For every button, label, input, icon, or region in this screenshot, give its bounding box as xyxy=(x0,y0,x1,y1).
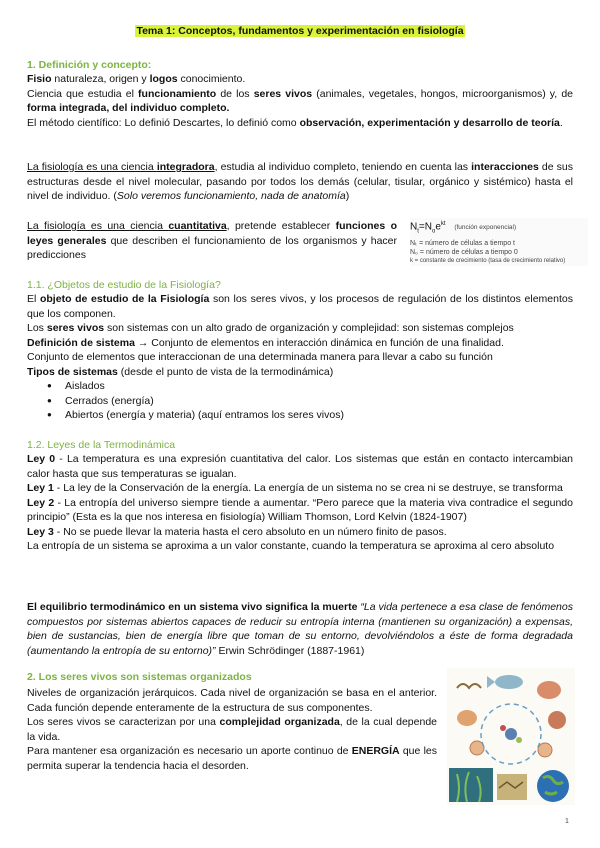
etymology-line: Fisio naturaleza, origen y logos conocimiento. xyxy=(27,73,246,85)
law-2: Ley 2 - La entropía del universo siempre tiende a aumentar. “Pero parece que la materia viva contradice el segundo principio” (Esta es la que nos interesa en fisiología) William Thomson, Lord Kelvin (1824-1907) xyxy=(27,496,573,523)
section-1-2-body xyxy=(27,452,573,554)
section-1-1-body: El objeto de estudio de la Fisiología son los seres vivos, y los procesos de regulación de los distintos elementos que los componen. Los seres vivos son sistemas con un alto grado de organización y complejidad: son sistemas complejos Definición de sistema → Conjunto de elementos en interacción dinámica en función de una finalidad. Conjunto de elementos que interaccionan de una determinada manera para llevar a cabo su función Tipos de sistemas (desde el punto de vista de la termodinámica) ● Aislados ● Cerrados (energía) ● Abiertos (energía y materia) (aquí entramos los seres vivos) xyxy=(27,292,573,423)
definition-paragraph: Ciencia que estudia el funcionamiento de los seres vivos (animales, vegetales, hongos, microorganismos) y, de forma integrada, del individuo completo. xyxy=(27,87,573,114)
section-2-heading: 2. Los seres vivos son sistemas organizados xyxy=(27,671,252,683)
formula-legend: Nₜ = número de células a tiempo t N₀ = número de células a tiempo 0 k = constante de crecimiento (tasa de crecimiento relativo) xyxy=(410,240,566,265)
list-item: ● Cerrados (energía) xyxy=(27,394,573,409)
quantitative-paragraph: La fisiología es una ciencia cuantitativa, pretende establecer funciones o leyes generales que describen el funcionamiento de los organismos y hacer predicciones xyxy=(27,220,398,261)
page-number: 1 xyxy=(565,818,569,825)
law-1: Ley 1 - La ley de la Conservación de la energía. La energía de un sistema no se crea ni se destruye, se transforma xyxy=(27,482,563,494)
exponential-formula-box xyxy=(410,218,588,266)
section-1-intro xyxy=(27,72,573,130)
list-item: ● Abiertos (energía y materia) (aquí entramos los seres vivos) xyxy=(27,408,573,423)
scientific-method-paragraph: El método científico: Lo definió Descartes, lo definió como observación, experimentación y desarrollo de teoría. xyxy=(27,116,563,129)
entropy-note: La entropía de un sistema se aproxima a un valor constante, cuando la temperatura se aproxima al cero absoluto xyxy=(27,540,555,552)
section-2-body: Niveles de organización jerárquicos. Cada nivel de organización se basa en el anterior. Cada función depende enteramente de la estructura de sus componentes. Los seres vivos se caracterizan por una complejidad organizada, de la cual depende la vida. Para mantener esa organización es necesario un aporte continuo de ENERGÍA que les permita superar la tendencia hacia el desorden. xyxy=(27,687,437,772)
levels-of-organization-diagram-icon xyxy=(447,668,575,805)
schrodinger-quote: El equilibrio termodinámico en un sistema vivo significa la muerte “La vida pertenece a esa clase de fenómenos compuestos por sistemas abiertos capaces de reducir su entropía interna (mantienen su organización) a expensas, bien de sustancias, bien de energía libre que toman de su entorno, devolviéndolos a éste de forma degradada (aumentando la entropía de su entorno)” Erwin Schrödinger (1887-1961) xyxy=(27,601,573,657)
law-0: Ley 0 - La temperatura es una expresión cuantitativa del calor. Los sistemas que están en contacto intercambian calor hasta que sus temperaturas se igualan. xyxy=(27,453,573,480)
section-1-1-heading: 1.1. ¿Objetos de estudio de la Fisiología? xyxy=(27,279,221,291)
section-1-heading: 1. Definición y concepto: xyxy=(27,59,152,71)
list-item: ● Aislados xyxy=(27,379,573,394)
system-types-list xyxy=(27,379,573,423)
law-3: Ley 3 - No se puede llevar la materia hasta el cero absoluto en un número finito de pasos. xyxy=(27,525,447,538)
levels-of-organization-figure xyxy=(447,668,575,805)
integrative-paragraph: La fisiología es una ciencia integradora, estudia al individuo completo, teniendo en cuenta las interacciones de sus estructuras desde el nivel molecular, pasando por todos los demás (celular, tisular, orgánico y sistémico) hasta el nivel de individuo. (Solo veremos funcionamiento, nada de anatomía) xyxy=(27,161,574,202)
section-1-2-heading: 1.2. Leyes de la Termodinámica xyxy=(27,439,176,451)
page-title: Tema 1: Conceptos, fundamentos y experimentación en fisiología xyxy=(136,25,464,37)
formula-equation: $N_t=N_oe^{kt}$ (función exponencial) xyxy=(410,221,517,235)
